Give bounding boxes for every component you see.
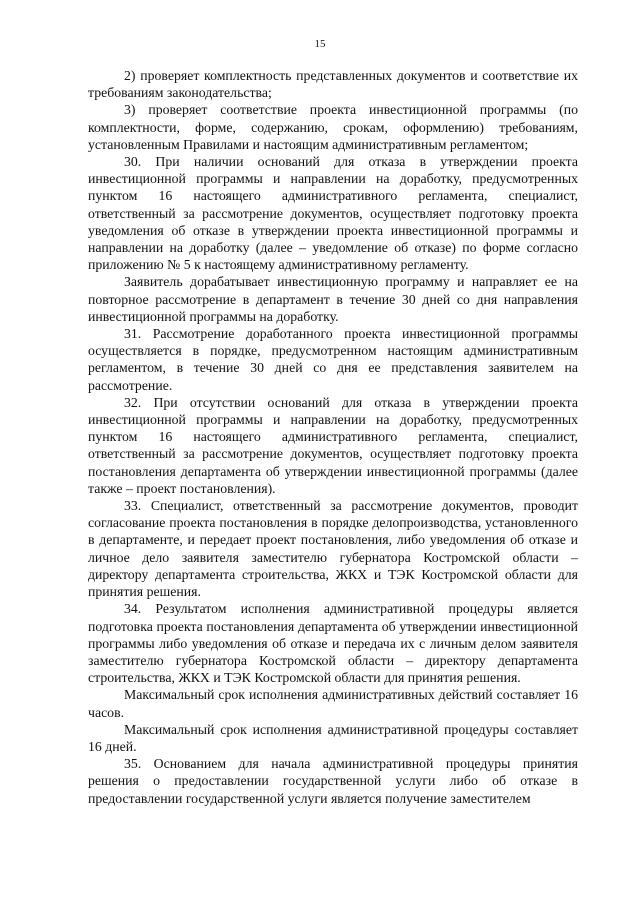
- paragraph-35: 35. Основанием для начала административной процедуры принятия решения о предоставлении государственной услуги либо об отказе в предоставлении государственной услуги является получение заместителем: [88, 756, 578, 806]
- paragraph-31: 31. Рассмотрение доработанного проекта инвестиционной программы осуществляется в порядке, предусмотренном настоящим административным регламентом, в течение 30 дней со дня ее представления заявителем на рассмотрение.: [88, 326, 578, 393]
- paragraph-34: 34. Результатом исполнения административной процедуры является подготовка проекта постановления департамента об утверждении инвестиционной программы либо уведомления об отказе и передача их с личным делом заявителя заместителю губернатора Костромской области – директору департамента строительства, ЖКХ и ТЭК Костромской области для принятия решения.: [88, 601, 578, 686]
- paragraph-33: 33. Специалист, ответственный за рассмотрение документов, проводит согласование проекта постановления в порядке делопроизводства, установленного в департаменте, и передает проект постановления, либо уведомления об отказе и личное дело заявителя заместителю губернатора Костромской области – директору департамента строительства, ЖКХ и ТЭК Костромской области для принятия решения.: [88, 498, 578, 600]
- paragraph-max-actions-term: Максимальный срок исполнения административных действий составляет 16 часов.: [88, 687, 578, 720]
- paragraph-applicant-revision: Заявитель дорабатывает инвестиционную программу и направляет ее на повторное рассмотрение в департамент в течение 30 дней со дня направления инвестиционной программы на доработку.: [88, 274, 578, 324]
- paragraph-30: 30. При наличии оснований для отказа в утверждении проекта инвестиционной программы и направлении на доработку, предусмотренных пунктом 16 настоящего административного регламента, специалист, ответственный за рассмотрение документов, осуществляет подготовку проекта уведомления об отказе в утверждении проекта инвестиционной программы и направлении на доработку (далее – уведомление об отказе) по форме согласно приложению № 5 к настоящему административному регламенту.: [88, 154, 578, 273]
- paragraph-item-2: 2) проверяет комплектность представленных документов и соответствие их требованиям законодательства;: [88, 68, 578, 101]
- paragraph-item-3: 3) проверяет соответствие проекта инвестиционной программы (по комплектности, форме, содержанию, срокам, оформлению) требованиям, установленным Правилами и настоящим административным регламентом;: [88, 102, 578, 152]
- paragraph-32: 32. При отсутствии оснований для отказа в утверждении проекта инвестиционной программы и направлении на доработку, предусмотренных пунктом 16 настоящего административного регламента, специалист, ответственный за рассмотрение документов, осуществляет подготовку проекта постановления департамента об утверждении инвестиционной программы (далее также – проект постановления).: [88, 394, 578, 496]
- paragraph-max-procedure-term: Максимальный срок исполнения административной процедуры составляет 16 дней.: [88, 721, 578, 754]
- document-body: [88, 67, 578, 807]
- page-number: 15: [314, 38, 326, 50]
